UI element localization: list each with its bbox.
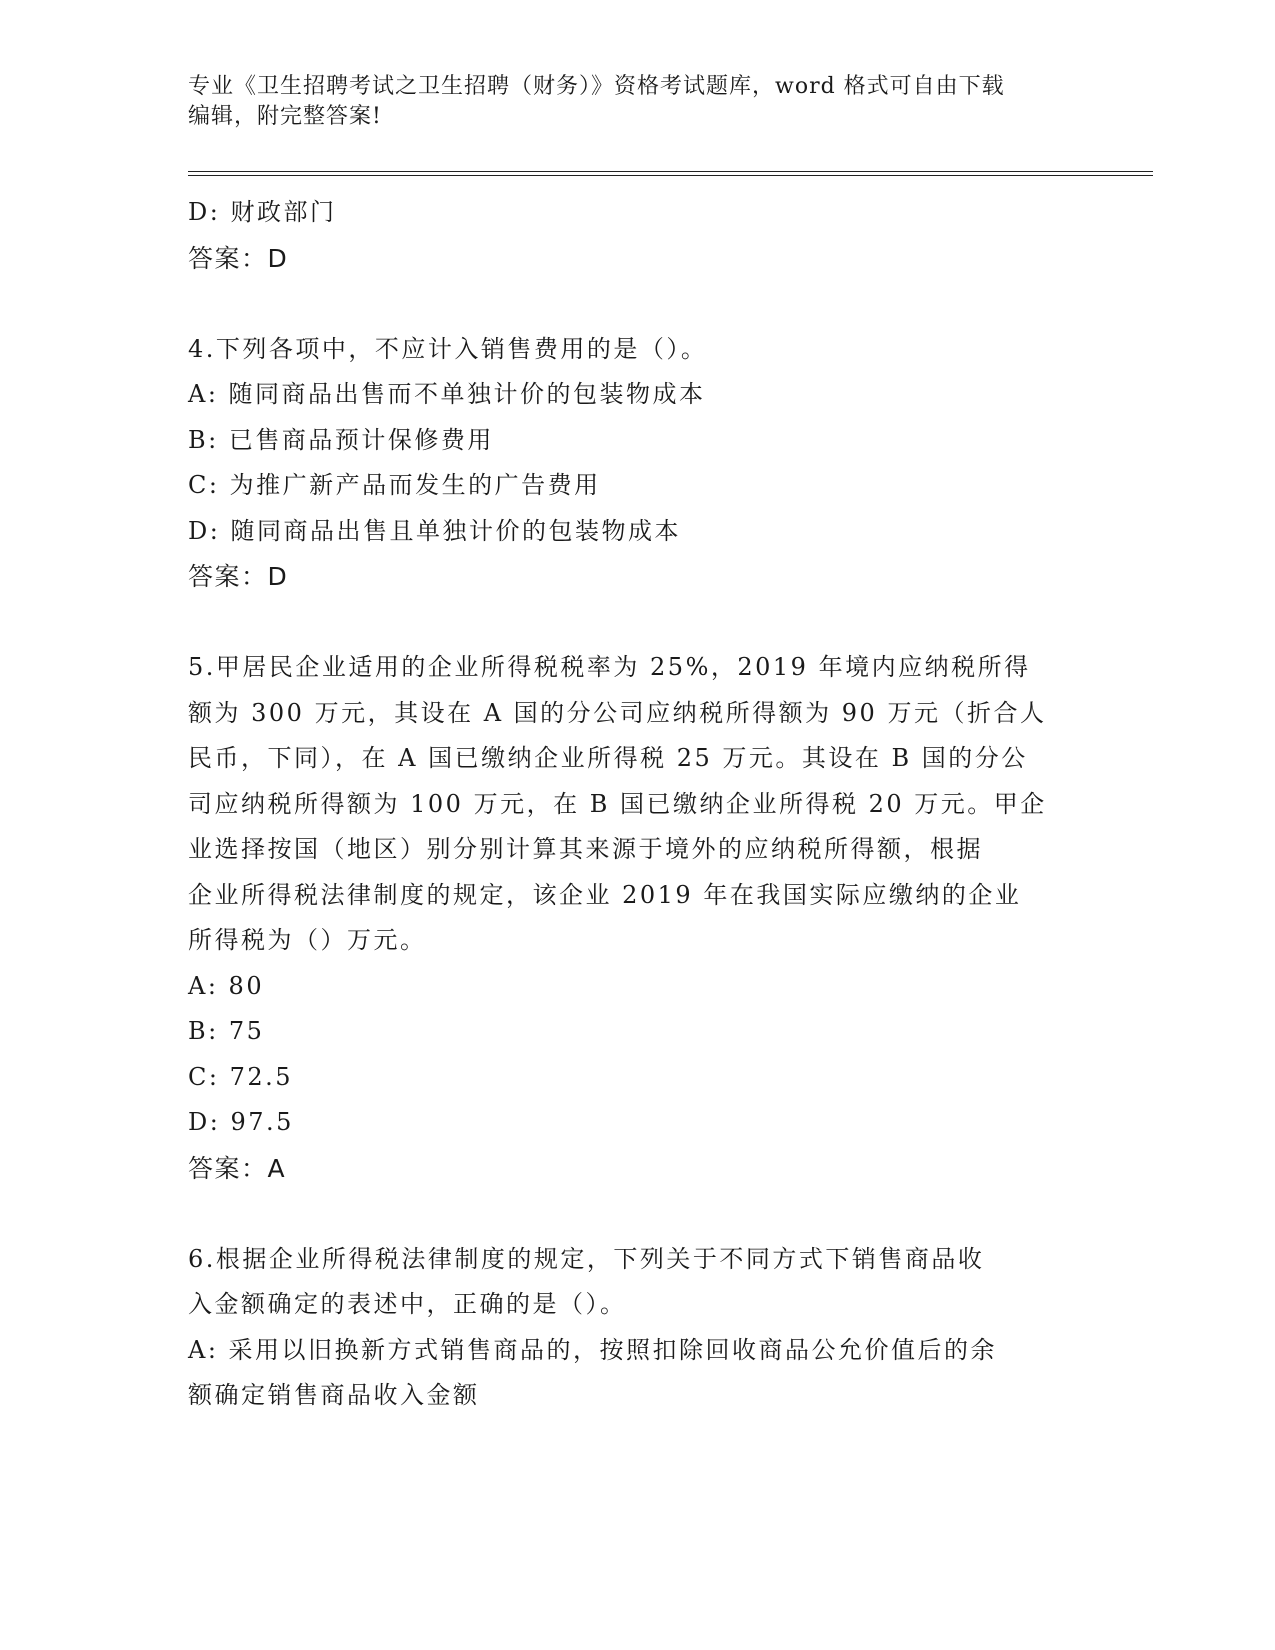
question-5-stem-line: 民币，下同），在 A 国已缴纳企业所得税 25 万元。其设在 B 国的分公 — [188, 744, 1028, 772]
question-4-option-b: B: 已售商品预计保修费用 — [188, 425, 494, 454]
question-5-stem-line: 业选择按国（地区）别分别计算其来源于境外的应纳税所得额，根据 — [188, 835, 983, 863]
spacer — [188, 600, 1078, 646]
prev-answer: 答案：D — [188, 243, 289, 273]
question-5-option-a: A: 80 — [188, 971, 265, 1000]
question-5-stem-line: 司应纳税所得额为 100 万元，在 B 国已缴纳企业所得税 20 万元。甲企 — [188, 789, 1047, 818]
question-5-stem-line: 所得税为（）万元。 — [188, 926, 427, 954]
question-4-option-d: D: 随同商品出售且单独计价的包装物成本 — [188, 516, 681, 545]
question-5-stem-line: 5.甲居民企业适用的企业所得税税率为 25%，2019 年境内应纳税所得 — [188, 653, 1031, 681]
question-5-answer: 答案：A — [188, 1153, 287, 1183]
question-4 — [188, 327, 1078, 600]
question-4-stem: 4.下列各项中，不应计入销售费用的是（）。 — [188, 334, 708, 363]
header-divider-bottom — [188, 175, 1153, 176]
question-5-stem-line: 额为 300 万元，其设在 A 国的分公司应纳税所得额为 90 万元（折合人 — [188, 698, 1047, 727]
question-5 — [188, 645, 1078, 1191]
spacer — [188, 281, 1078, 327]
header-divider-top — [188, 171, 1153, 172]
prev-option-d: D: 财政部门 — [188, 198, 337, 226]
question-6-option-a-line: 额确定销售商品收入金额 — [188, 1381, 480, 1409]
question-6-stem-line: 入金额确定的表述中，正确的是（）。 — [188, 1290, 627, 1318]
question-6-option-a-line: A: 采用以旧换新方式销售商品的，按照扣除回收商品公允价值后的余 — [188, 1335, 998, 1364]
header-title-line-1: 专业《卫生招聘考试之卫生招聘（财务）》资格考试题库，word 格式可自由下载 — [188, 74, 1005, 99]
question-4-answer: 答案：D — [188, 562, 289, 591]
question-5-option-d: D: 97.5 — [188, 1108, 294, 1136]
question-6-stem-line: 6.根据企业所得税法律制度的规定，下列关于不同方式下销售商品收 — [188, 1244, 985, 1273]
document-header — [188, 72, 1068, 132]
question-6 — [188, 1237, 1078, 1419]
spacer — [188, 1191, 1078, 1237]
header-title-line-2: 编辑，附完整答案! — [188, 104, 382, 129]
question-5-option-c: C: 72.5 — [188, 1062, 294, 1091]
question-5-stem-line: 企业所得税法律制度的规定，该企业 2019 年在我国实际应缴纳的企业 — [188, 880, 1022, 909]
question-content — [188, 190, 1078, 1419]
question-5-option-b: B: 75 — [188, 1017, 265, 1045]
question-4-option-a: A: 随同商品出售而不单独计价的包装物成本 — [188, 380, 706, 408]
question-4-option-c: C: 为推广新产品而发生的广告费用 — [188, 471, 601, 499]
